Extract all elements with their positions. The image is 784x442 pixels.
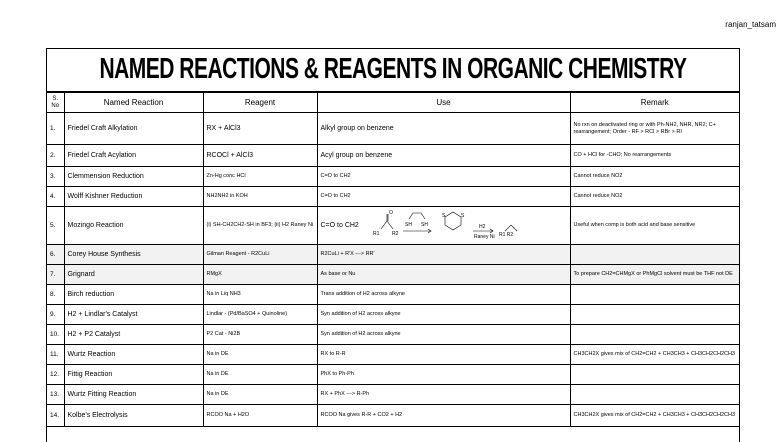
scheme-label: SH (404, 221, 412, 228)
use-cell: C=O to CH2 (317, 187, 570, 207)
ketone-bond (381, 221, 387, 229)
remark-cell (570, 285, 739, 305)
remark-cell (570, 325, 739, 345)
table-header-row (47, 93, 739, 113)
use-cell: Alkyl group on benzene (317, 113, 570, 145)
mozingo-scheme-diagram (365, 209, 555, 243)
reaction-name: Wurtz Reaction (64, 345, 203, 365)
reagent-cell: Lindlar - (Pd/BaSO4 + Quinoline) (203, 305, 317, 325)
row-number: 11. (47, 345, 64, 365)
scheme-label: S (441, 212, 446, 219)
row-number: 14. (47, 405, 64, 427)
header-sno: S. No (47, 93, 64, 113)
table-row (47, 245, 739, 265)
table-row (47, 167, 739, 187)
table-row (47, 365, 739, 385)
table-row (47, 265, 739, 285)
oxygen-label: O (388, 209, 393, 216)
header-remark: Remark (570, 93, 739, 113)
use-cell: Syn addition of H2 across alkyne (317, 305, 570, 325)
use-cell: As base or Nu (317, 265, 570, 285)
scheme-label: SH (420, 221, 428, 228)
reagent-cell: Gilman Reagent - R2CuLi (203, 245, 317, 265)
reaction-name: Wurtz Fitting Reaction (64, 385, 203, 405)
reaction-name: Grignard (64, 265, 203, 285)
use-cell: R2CuLi + R'X ---> RR' (317, 245, 570, 265)
remark-cell: Useful when comp is both acid and base sensitive (570, 207, 739, 245)
reaction-name: H2 + P2 Catalyst (64, 325, 203, 345)
row-number: 10. (47, 325, 64, 345)
remark-cell: CO + HCl for -CHO; No rearrangements (570, 145, 739, 167)
remark-cell: No rxn on deactivated ring or with Ph-NH2, NHR, NR2; C+ rearrangement; Order - RF > RCl > RBr > RI (570, 113, 739, 145)
page-title (47, 49, 739, 92)
reaction-name: Friedel Craft Acylation (64, 145, 203, 167)
dithiol-chain (409, 213, 425, 219)
reaction-name: Mozingo Reaction (64, 207, 203, 245)
table-row (47, 345, 739, 365)
reagent-cell: RMgX (203, 265, 317, 285)
use-cell: PhX to Ph-Ph (317, 365, 570, 385)
header-use: Use (317, 93, 570, 113)
row-number: 13. (47, 385, 64, 405)
scheme-label: S (460, 212, 465, 219)
remark-cell: Cannot reduce NO2 (570, 187, 739, 207)
header-reaction: Named Reaction (64, 93, 203, 113)
reagent-cell: Na in Liq NH3 (203, 285, 317, 305)
remark-cell (570, 245, 739, 265)
row-number: 9. (47, 305, 64, 325)
dithiane-ring (445, 212, 461, 230)
row-number: 3. (47, 167, 64, 187)
use-text: C=O to CH2 (320, 222, 359, 229)
title-text: NAMED REACTIONS & REAGENTS IN ORGANIC CHEMISTRY (99, 53, 687, 85)
reagent-cell: RCOCl + AlCl3 (203, 145, 317, 167)
table-row (47, 187, 739, 207)
reagent-cell: (i) SH-CH2CH2-SH in BF3; (ii) H2 Raney Ni (203, 207, 317, 245)
author-label: ranjan_tatsam (725, 20, 776, 29)
row-number: 1. (47, 113, 64, 145)
scheme-label: R1 (372, 230, 380, 237)
use-cell: Syn addition of H2 across alkyne (317, 325, 570, 345)
use-cell: RX + PhX ---> R-Ph (317, 385, 570, 405)
scheme-label: H2 (478, 223, 486, 230)
reaction-name: Friedel Craft Alkylation (64, 113, 203, 145)
scheme-label: R1 R2 (498, 231, 514, 238)
reagent-cell: P2 Cat - Ni2B (203, 325, 317, 345)
ketone-bond (387, 221, 393, 229)
row-number: 6. (47, 245, 64, 265)
use-cell: RX to R-R (317, 345, 570, 365)
reaction-name: Fittig Reaction (64, 365, 203, 385)
row-number: 12. (47, 365, 64, 385)
table-row (47, 305, 739, 325)
reaction-name: Corey House Synthesis (64, 245, 203, 265)
remark-cell: To prepare CH2=CHMgX or PhMgCl solvent must be THF not DE (570, 265, 739, 285)
reaction-name: H2 + Lindlar's Catalyst (64, 305, 203, 325)
use-cell: RCOO Na gives R-R + CO2 + H2 (317, 405, 570, 427)
remark-cell (570, 385, 739, 405)
table-row (47, 405, 739, 427)
remark-cell: Cannot reduce NO2 (570, 167, 739, 187)
use-cell: Trans addition of H2 across alkyne (317, 285, 570, 305)
remark-cell (570, 305, 739, 325)
reaction-name: Birch reduction (64, 285, 203, 305)
reagent-cell: Zn-Hg conc HCl (203, 167, 317, 187)
reagent-cell: Na in DE (203, 345, 317, 365)
use-cell: Acyl group on benzene (317, 145, 570, 167)
table-row (47, 207, 739, 245)
reaction-sheet (46, 48, 740, 442)
row-number: 8. (47, 285, 64, 305)
reagent-cell: Na in DE (203, 365, 317, 385)
remark-cell: CH3CH2X gives mix of CH2=CH2 + CH3CH3 + CH3CH2CH2CH3 (570, 405, 739, 427)
reactions-table (47, 92, 739, 427)
use-cell (317, 207, 570, 245)
remark-cell (570, 365, 739, 385)
scheme-label: R2 (391, 230, 399, 237)
reaction-name: Wolff Kishner Reduction (64, 187, 203, 207)
reagent-cell: NH2NH2 in KOH (203, 187, 317, 207)
reaction-name: Kolbe's Electrolysis (64, 405, 203, 427)
table-row (47, 385, 739, 405)
scheme-label: Raney Ni (473, 233, 495, 240)
row-number: 7. (47, 265, 64, 285)
reagent-cell: RCOO Na + H2O (203, 405, 317, 427)
row-number: 4. (47, 187, 64, 207)
row-number: 2. (47, 145, 64, 167)
use-cell: C=O to CH2 (317, 167, 570, 187)
table-row (47, 285, 739, 305)
table-row (47, 145, 739, 167)
reagent-cell: RX + AlCl3 (203, 113, 317, 145)
product-bonds (505, 225, 517, 231)
reagent-cell: Na in DE (203, 385, 317, 405)
header-reagent: Reagent (203, 93, 317, 113)
table-row (47, 113, 739, 145)
row-number: 5. (47, 207, 64, 245)
remark-cell: CH3CH2X gives mix of CH2=CH2 + CH3CH3 + CH3CH2CH2CH3 (570, 345, 739, 365)
reaction-name: Clemmension Reduction (64, 167, 203, 187)
table-row (47, 325, 739, 345)
